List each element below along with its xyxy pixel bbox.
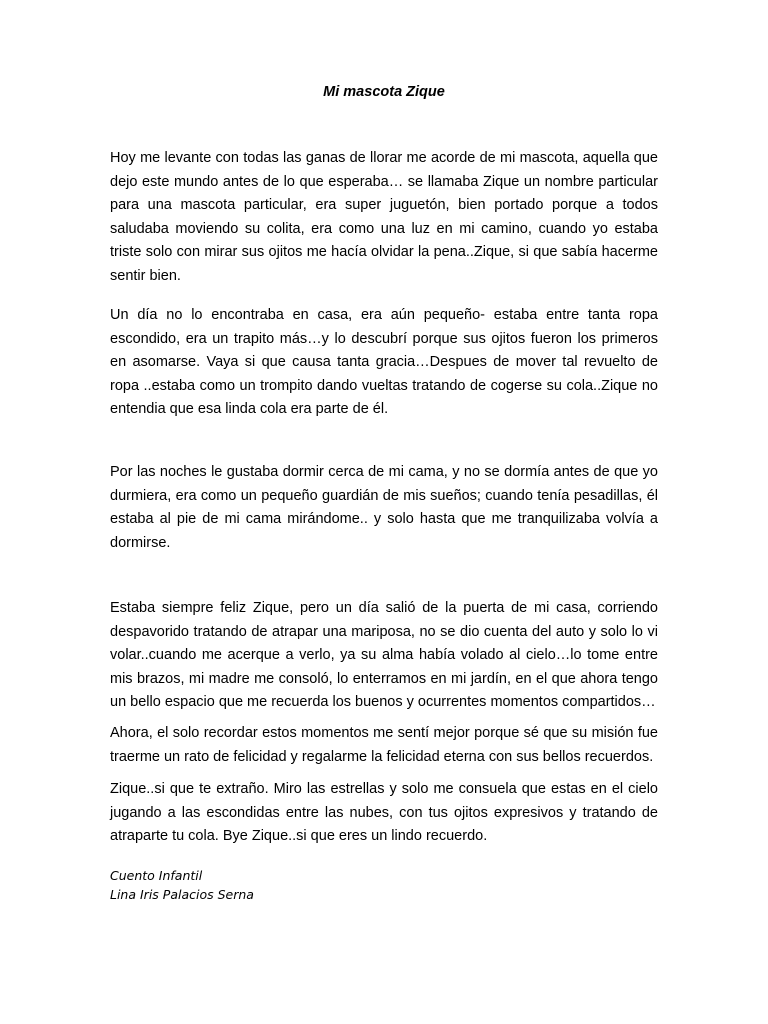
paragraph-4: Estaba siempre feliz Zique, pero un día salió de la puerta de mi casa, corriendo despavorido tratando de atrapar una mariposa, no se dio cuenta del auto y solo lo vi volar..cuando me acerque a verlo, ya su alma había volado al cielo…lo tome entre mis brazos, mi madre me consoló, lo enterramos en mi jardín, en el que ahora tengo un bello espacio que me recuerda los buenos y ocurrentes momentos compartidos… <box>110 600 658 711</box>
paragraph-1: Hoy me levante con todas las ganas de llorar me acorde de mi mascota, aquella que dejo este mundo antes de lo que esperaba… se llamaba Zique un nombre particular para una mascota particular, era super juguetón, bien portado porque a todos saludaba moviendo su colita, era como una luz en mi camino, cuando yo estaba triste solo con mirar sus ojitos me hacía olvidar la pena..Zique, si que sabía hacerme sentir bien. <box>110 150 658 284</box>
paragraph-3: Por las noches le gustaba dormir cerca de mi cama, y no se dormía antes de que yo durmiera, era como un pequeño guardián de mis sueños; cuando tenía pesadillas, él estaba al pie de mi cama mirándome.. y solo hasta que me tranquilizaba volvía a dormirse. <box>110 464 658 551</box>
author-name: Lina Iris Palacios Serna <box>110 887 254 902</box>
paragraph-5: Ahora, el solo recordar estos momentos me sentí mejor porque sé que su misión fue traerme un rato de felicidad y regalarme la felicidad eterna con sus bellos recuerdos. <box>110 725 658 765</box>
document-title: Mi mascota Zique <box>323 84 445 100</box>
paragraph-6: Zique..si que te extraño. Miro las estrellas y solo me consuela que estas en el cielo jugando a las escondidas entre las nubes, con tus ojitos expresivos y tratando de atraparte tu cola. Bye Zique..si que eres un lindo recuerdo. <box>110 781 658 845</box>
signature-block <box>110 866 254 904</box>
story-genre: Cuento Infantil <box>110 868 203 883</box>
paragraph-2: Un día no lo encontraba en casa, era aún pequeño- estaba entre tanta ropa escondido, era un trapito más…y lo descubrí porque sus ojitos fueron los primeros en asomarse. Vaya si que causa tanta gracia…Despues de mover tal revuelto de ropa ..estaba como un trompito dando vueltas tratando de cogerse su cola..Zique no entendia que esa linda cola era parte de él. <box>110 307 658 418</box>
